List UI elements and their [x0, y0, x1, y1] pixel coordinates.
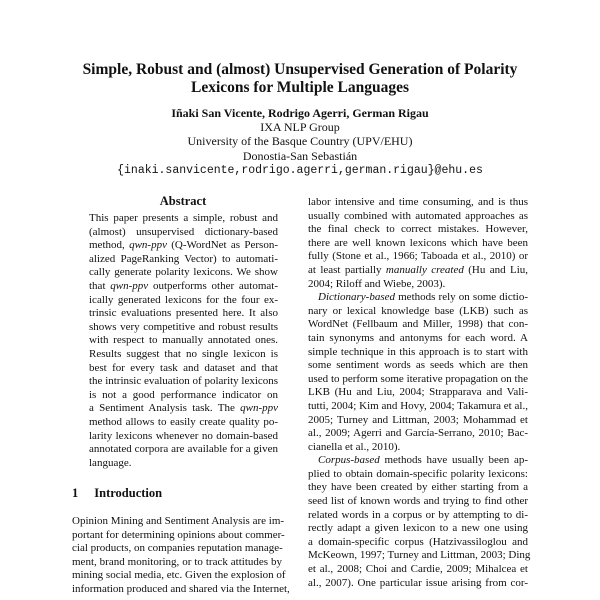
- text-segment: 2005; Turney and Littman, 2003; Mohammad et: [308, 413, 528, 426]
- paper-title-line-2: Lexicons for Multiple Languages: [190, 79, 409, 96]
- text-segment: mining social media, etc. Given the explosion of: [72, 569, 286, 582]
- text-segment: (Q-WordNet as Person-: [166, 239, 278, 252]
- text-segment: related words in a corpus or by attempting to di-: [308, 508, 528, 521]
- text-segment: is not a good performance indicator on: [89, 388, 278, 401]
- abstract-heading: Abstract: [159, 194, 207, 208]
- text-segment: information produced and shared via the Internet,: [72, 582, 290, 595]
- section-number: 1: [72, 486, 79, 500]
- text-segment: (Hu and Liu,: [463, 263, 529, 276]
- text-segment: LKB (Hu and Liu, 2004; Strapparava and Vali-: [308, 386, 528, 399]
- text-segment: method,: [89, 239, 130, 252]
- text-line: [89, 239, 278, 253]
- text-line: [308, 427, 528, 441]
- text-segment: al., 2007). One particular issue arising from cor-: [308, 576, 528, 589]
- text-line: [308, 577, 528, 591]
- text-line: [308, 536, 528, 550]
- text-segment: a Sentiment Analysis task. The: [89, 402, 241, 415]
- text-segment: 2004; Riloff and Wiebe, 2003).: [308, 277, 446, 290]
- text-segment: at least partially: [308, 263, 386, 276]
- text-line: [72, 556, 282, 570]
- text-line: [308, 359, 528, 373]
- text-line: [308, 441, 528, 455]
- text-line: [89, 402, 278, 416]
- text-line: [308, 237, 528, 251]
- text-line: [89, 348, 278, 362]
- text-line: [308, 305, 528, 319]
- text-segment: that: [89, 279, 111, 292]
- text-segment: tutti, 2004; Kim and Hovy, 2004; Takamura et al.,: [308, 399, 528, 412]
- text-line: [72, 542, 282, 556]
- text-line: [308, 278, 528, 292]
- text-line: [308, 522, 528, 536]
- text-segment: method allows to easily create quality po-: [89, 415, 278, 428]
- text-segment: the intrinsic evaluation of polarity lexicons: [89, 375, 279, 388]
- text-line: [308, 468, 528, 482]
- text-line: [89, 362, 278, 376]
- text-line: [308, 563, 528, 577]
- text-line: [308, 549, 531, 563]
- text-line: [308, 196, 528, 210]
- text-segment: Results suggest that no single lexicon is: [89, 347, 278, 360]
- text-segment: shows very competitive and robust results: [89, 320, 278, 333]
- text-segment: methods rely on some dictio-: [394, 291, 528, 304]
- text-segment: with respect to manually annotated ones.: [89, 334, 278, 347]
- text-segment: trinsic evaluations presented here. It also: [89, 307, 278, 320]
- paper-title-line-1: Simple, Robust and (almost) Unsupervised Generation of Polarity: [82, 61, 518, 78]
- text-line: [89, 443, 278, 457]
- text-segment: usually combined with automated approaches as: [308, 209, 528, 222]
- section-heading-introduction: [72, 486, 162, 501]
- introduction-body: [72, 515, 290, 597]
- text-line: [72, 528, 285, 543]
- text-segment: Opinion Mining and Sentiment Analysis are im-: [72, 515, 285, 527]
- text-line: [89, 375, 278, 389]
- text-segment: there are well known lexicons which have been: [308, 236, 528, 249]
- abstract-body: [89, 212, 278, 470]
- emphasized-text: Corpus-based: [318, 454, 380, 467]
- text-segment: This paper presents a simple, robust and: [89, 212, 278, 224]
- text-segment: a domain-specific corpus (Hatzivassiloglou and: [308, 535, 528, 548]
- text-segment: outperforms other automat-: [148, 279, 278, 292]
- emphasized-text: qwn-ppv: [240, 402, 278, 415]
- text-line: [72, 569, 286, 583]
- text-segment: cally generate polarity lexicons. We show: [89, 266, 278, 279]
- text-line: [308, 223, 528, 237]
- text-line: [308, 386, 528, 400]
- text-line: [89, 294, 278, 308]
- text-segment: plied to obtain domain-specific polarity lexicons:: [308, 467, 528, 480]
- text-line: [72, 582, 290, 597]
- text-segment: ically generated lexicons for the four ex-: [89, 293, 278, 306]
- text-segment: they have been created by either starting from a: [308, 481, 528, 494]
- text-line: [308, 454, 528, 468]
- text-segment: nary or lexical knowledge base (LKB) such as: [308, 304, 528, 317]
- affiliation-university: University of the Basque Country (UPV/EHU): [187, 134, 413, 148]
- text-line: [89, 266, 278, 280]
- text-line: [308, 495, 528, 509]
- text-segment: simple technique in this approach is to start with: [308, 345, 528, 358]
- text-segment: cial products, on companies reputation manage-: [72, 542, 283, 555]
- text-segment: alized PageRanking Vector) to automati-: [89, 252, 278, 265]
- emphasized-text: Dictionary-based: [318, 291, 395, 304]
- text-segment: labor intensive and time consuming, and is thus: [308, 196, 528, 208]
- text-line: [89, 307, 278, 321]
- text-line: [89, 334, 278, 348]
- text-line: [72, 515, 285, 529]
- text-segment: the final check to correct mistakes. However,: [308, 223, 528, 236]
- text-line: [89, 389, 278, 403]
- text-segment: used to perform some iterative propagation on the: [308, 372, 528, 385]
- text-segment: language.: [89, 456, 132, 469]
- emphasized-text: manually created: [385, 263, 464, 276]
- text-line: [89, 253, 278, 267]
- text-line: [308, 318, 528, 332]
- text-line: [308, 346, 528, 360]
- text-segment: annotated corpora are available for a given: [89, 443, 278, 456]
- text-line: [89, 321, 278, 335]
- text-segment: tain synonyms and antonyms for each word. A: [308, 331, 528, 344]
- text-segment: seed list of known words and trying to find other: [308, 495, 528, 508]
- text-line: [89, 416, 278, 430]
- emphasized-text: qwn-ppv: [110, 279, 149, 292]
- text-line: [308, 332, 528, 346]
- text-line: [308, 414, 528, 428]
- text-line: [308, 250, 528, 264]
- text-segment: larity lexicons whenever no domain-based: [89, 429, 278, 442]
- text-segment: et al., 2008; Choi and Cardie, 2009; Mihalcea et: [308, 563, 528, 576]
- right-column-body: [308, 196, 531, 590]
- text-line: [308, 373, 528, 387]
- text-line: [308, 400, 528, 414]
- text-segment: portant for determining opinions about commer-: [72, 528, 285, 541]
- section-title: Introduction: [94, 486, 163, 500]
- text-segment: WordNet (Fellbaum and Miller, 1998) that con-: [308, 318, 528, 331]
- text-line: [89, 226, 278, 240]
- affiliation-city: Donostia-San Sebastián: [242, 149, 358, 163]
- text-segment: al., 2009; Agerri and García-Serrano, 2010; Bac-: [308, 427, 528, 440]
- text-segment: cianella et al., 2010).: [308, 440, 401, 453]
- text-segment: best for every task and dataset and that: [89, 361, 278, 374]
- author-emails: {inaki.sanvicente,rodrigo.agerri,german.rigau}@ehu.es: [117, 164, 483, 177]
- text-segment: rectly adapt a given lexicon to a new one using: [308, 522, 528, 535]
- text-line: [308, 264, 528, 278]
- text-line: [89, 280, 278, 294]
- text-segment: ment, brand monitoring, or to track attitudes by: [72, 555, 282, 568]
- text-segment: some sentiment words as seeds which are then: [308, 359, 528, 372]
- text-line: [308, 481, 528, 495]
- text-line: [308, 291, 528, 305]
- text-line: [308, 210, 528, 224]
- text-segment: methods have usually been ap-: [379, 454, 528, 467]
- text-segment: (almost) unsupervised dictionary-based: [89, 225, 278, 238]
- text-segment: fully (Stone et al., 1966; Taboada et al., 2010) or: [308, 250, 528, 263]
- emphasized-text: qwn-ppv: [129, 239, 167, 252]
- text-segment: McKeown, 1997; Turney and Littman, 2003; Ding: [308, 549, 531, 562]
- text-line: [89, 457, 278, 471]
- authors: Iñaki San Vicente, Rodrigo Agerri, German Rigau: [171, 106, 429, 120]
- text-line: [89, 212, 278, 226]
- text-line: [308, 509, 528, 523]
- affiliation-group: IXA NLP Group: [260, 120, 340, 134]
- text-line: [89, 430, 278, 444]
